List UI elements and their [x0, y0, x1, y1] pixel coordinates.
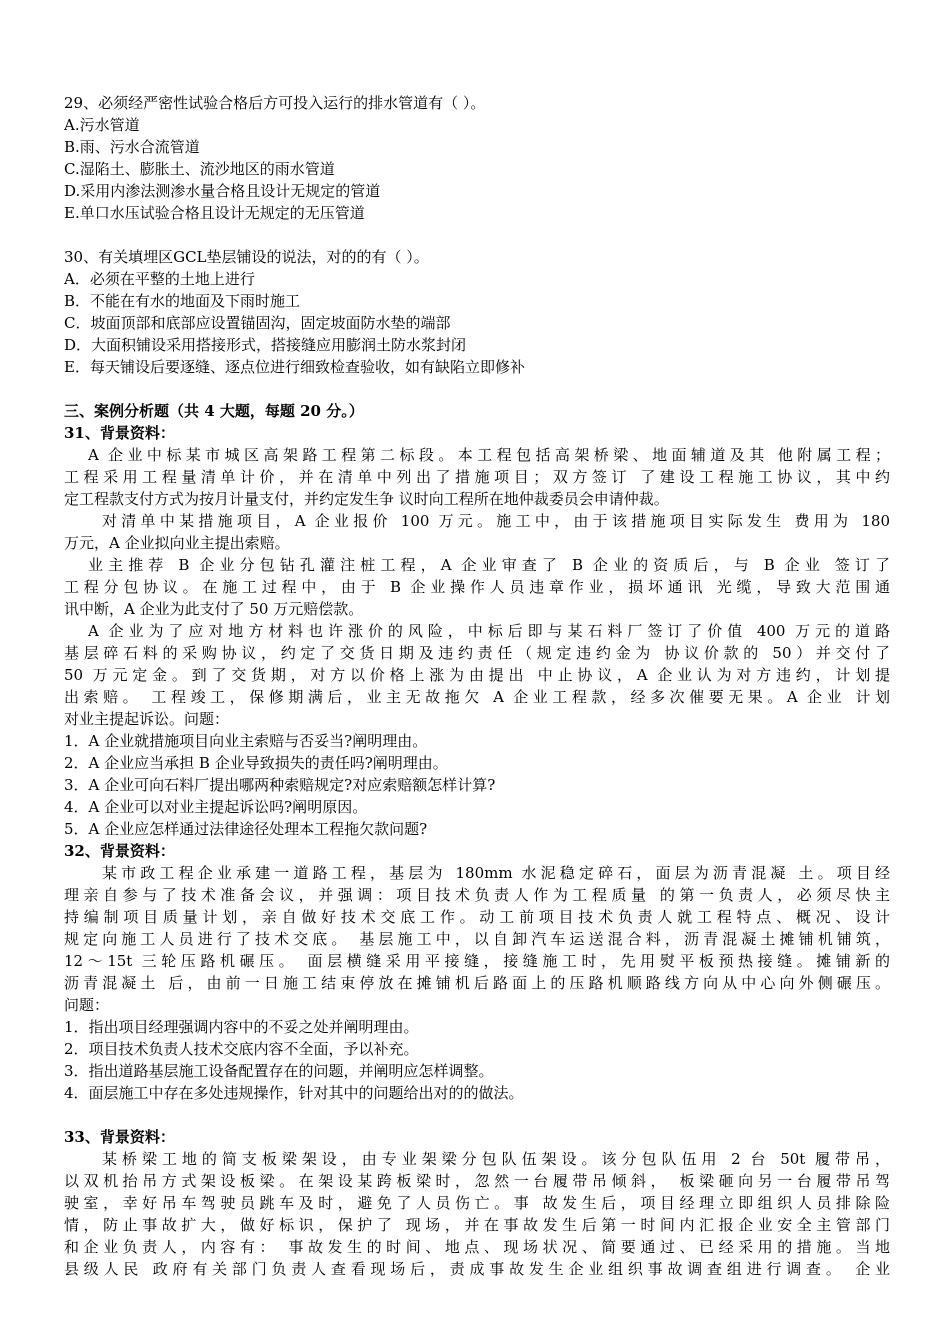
q30-option-e: E．每天铺设后要逐缝、逐点位进行细致检查验收，如有缺陷立即修补: [64, 358, 525, 376]
q32-line: 沥青混凝土 后，由前一日施工结束停放在摊铺机后路面上的压路机顺路线方向从中心向外侧碾压。: [64, 974, 890, 992]
q29-option-d: D.采用内渗法测渗水量合格且设计无规定的管道: [64, 182, 381, 200]
q31-line: 万元，A 企业拟向业主提出索赔。: [64, 534, 290, 552]
q31-line: 工程采用工程量清单计价，并在清单中列出了措施项目；双方签订 了建设工程施工协议，其中约: [64, 468, 890, 486]
q30-option-c: C．坡面顶部和底部应设置锚固沟，固定坡面防水垫的端部: [64, 314, 451, 332]
q30-option-b: B．不能在有水的地面及下雨时施工: [64, 292, 301, 310]
q33-line: 县级人民 政府有关部门负责人查看现场后，责成事故发生企业组织事故调查组进行调查。 企业: [64, 1260, 890, 1278]
section-title: 三、案例分析题（共 4 大题，每题 20 分。）: [64, 402, 364, 420]
q31-line: 出索赔。 工程竣工，保修期满后，业主无故拖欠 A 企业工程款，经多次催要无果。A 企业 计划: [64, 688, 890, 706]
q31-question-2: 2．A 企业应当承担 B 企业导致损失的责任吗?阐明理由。: [64, 754, 448, 772]
q29-option-e: E.单口水压试验合格且设计无规定的无压管道: [64, 204, 365, 222]
q31-line: 工程分包协议。在施工过程中，由于 B 企业操作人员违章作业，损坏通讯 光缆，导致大范围通: [64, 578, 890, 596]
q31-line: 定工程款支付方式为按月计量支付，并约定发生争 议时向工程所在地仲裁委员会申请仲裁。: [64, 490, 669, 508]
q32-line: 问题：: [64, 996, 110, 1014]
q32-question-2: 2．项目技术负责人技术交底内容不全面，予以补充。: [64, 1040, 419, 1058]
q32-line: 规定向施工人员进行了技术交底。 基层施工中，以自卸汽车运送混合料，沥青混凝土摊铺机铺筑，: [64, 930, 890, 948]
q33-line: 驶室，幸好吊车驾驶员跳车及时，避免了人员伤亡。事 故发生后，项目经理立即组织人员排除险: [64, 1194, 890, 1212]
q31-heading: 31、背景资料：: [64, 424, 175, 442]
q32-question-4: 4．面层施工中存在多处违规操作，针对其中的问题给出对的的做法。: [64, 1084, 524, 1102]
q31-question-1: 1．A 企业就措施项目向业主索赔与否妥当?阐明理由。: [64, 732, 428, 750]
q30-option-d: D．大面积铺设采用搭接形式，搭接缝应用膨润土防水浆封闭: [64, 336, 467, 354]
q31-line: 对业主提起诉讼。问题：: [64, 710, 230, 728]
q31-question-4: 4．A 企业可以对业主提起诉讼吗?阐明原因。: [64, 798, 368, 816]
q31-question-5: 5．A 企业应怎样通过法律途径处理本工程拖欠款问题?: [64, 820, 428, 838]
q33-heading: 33、背景资料：: [64, 1128, 175, 1146]
q32-line: 某市政工程企业承建一道路工程，基层为 180mm 水泥稳定碎石，面层为沥青混凝 土。项目经: [102, 864, 890, 882]
q33-line: 某桥梁工地的简支板梁架设，由专业架梁分包队伍架设。该分包队伍用 2 台 50t 履带吊，: [102, 1150, 890, 1168]
q32-heading: 32、背景资料：: [64, 842, 175, 860]
q31-line: 业主推荐 B 企业分包钻孔灌注桩工程，A 企业审查了 B 企业的资质后，与 B 企业 签订了: [88, 556, 890, 574]
q32-question-1: 1．指出项目经理强调内容中的不妥之处并阐明理由。: [64, 1018, 419, 1036]
q31-line: A 企业为了应对地方材料也许涨价的风险，中标后即与某石料厂签订了价值 400 万元的道路: [88, 622, 890, 640]
q32-question-3: 3．指出道路基层施工设备配置存在的问题，并阐明应怎样调整。: [64, 1062, 494, 1080]
q29-option-b: B.雨、污水合流管道: [64, 138, 200, 156]
q29-stem: 29、必须经严密性试验合格后方可投入运行的排水管道有（ ）。: [64, 94, 486, 112]
q33-line: 情，防止事故扩大，做好标识，保护了 现场，并在事故发生后第一时间内汇报企业安全主管部门: [64, 1216, 890, 1234]
q31-question-3: 3．A 企业可向石料厂提出哪两种索赔规定?对应索赔额怎样计算?: [64, 776, 496, 794]
q31-line: 基层碎石料的采购协议，约定了交货日期及违约责任（规定违约金为 协议价款的 50）并交付了: [64, 644, 890, 662]
q29-option-c: C.湿陷土、膨胀土、流沙地区的雨水管道: [64, 160, 335, 178]
q30-option-a: A．必须在平整的土地上进行: [64, 270, 255, 288]
q33-line: 以双机抬吊方式架设板梁。在架设某跨板梁时，忽然一台履带吊倾斜， 板梁砸向另一台履带吊驾: [64, 1172, 890, 1190]
spacer: [64, 1104, 890, 1126]
q31-line: A 企业中标某市城区高架路工程第二标段。本工程包括高架桥梁、地面辅道及其 他附属工程；: [88, 446, 890, 464]
q32-line: 12～15t 三轮压路机碾压。 面层横缝采用平接缝，接缝施工时，先用熨平板预热接缝。摊铺新的: [64, 952, 890, 970]
q29-option-a: A.污水管道: [64, 116, 140, 134]
q31-line: 对清单中某措施项目，A 企业报价 100 万元。施工中，由于该措施项目实际发生 费用为 180: [102, 512, 890, 530]
document-page: [64, 92, 890, 1280]
q32-line: 理亲自参与了技术准备会议，并强调：项目技术负责人作为工程质量 的第一负责人，必须尽快主: [64, 886, 890, 904]
spacer: [64, 224, 890, 246]
q32-line: 持编制项目质量计划，亲自做好技术交底工作。动工前项目技术负责人就工程特点、概况、设计: [64, 908, 890, 926]
q30-stem: 30、有关填埋区GCL垫层铺设的说法，对的的有（ ）。: [64, 248, 429, 266]
q31-line: 讯中断，A 企业为此支付了 50 万元赔偿款。: [64, 600, 364, 618]
q31-line: 50 万元定金。到了交货期，对方以价格上涨为由提出 中止协议，A 企业认为对方违约，计划提: [64, 666, 890, 684]
q33-line: 和企业负责人，内容有： 事故发生的时间、地点、现场状况、简要通过、已经采用的措施。当地: [64, 1238, 890, 1256]
spacer: [64, 378, 890, 400]
